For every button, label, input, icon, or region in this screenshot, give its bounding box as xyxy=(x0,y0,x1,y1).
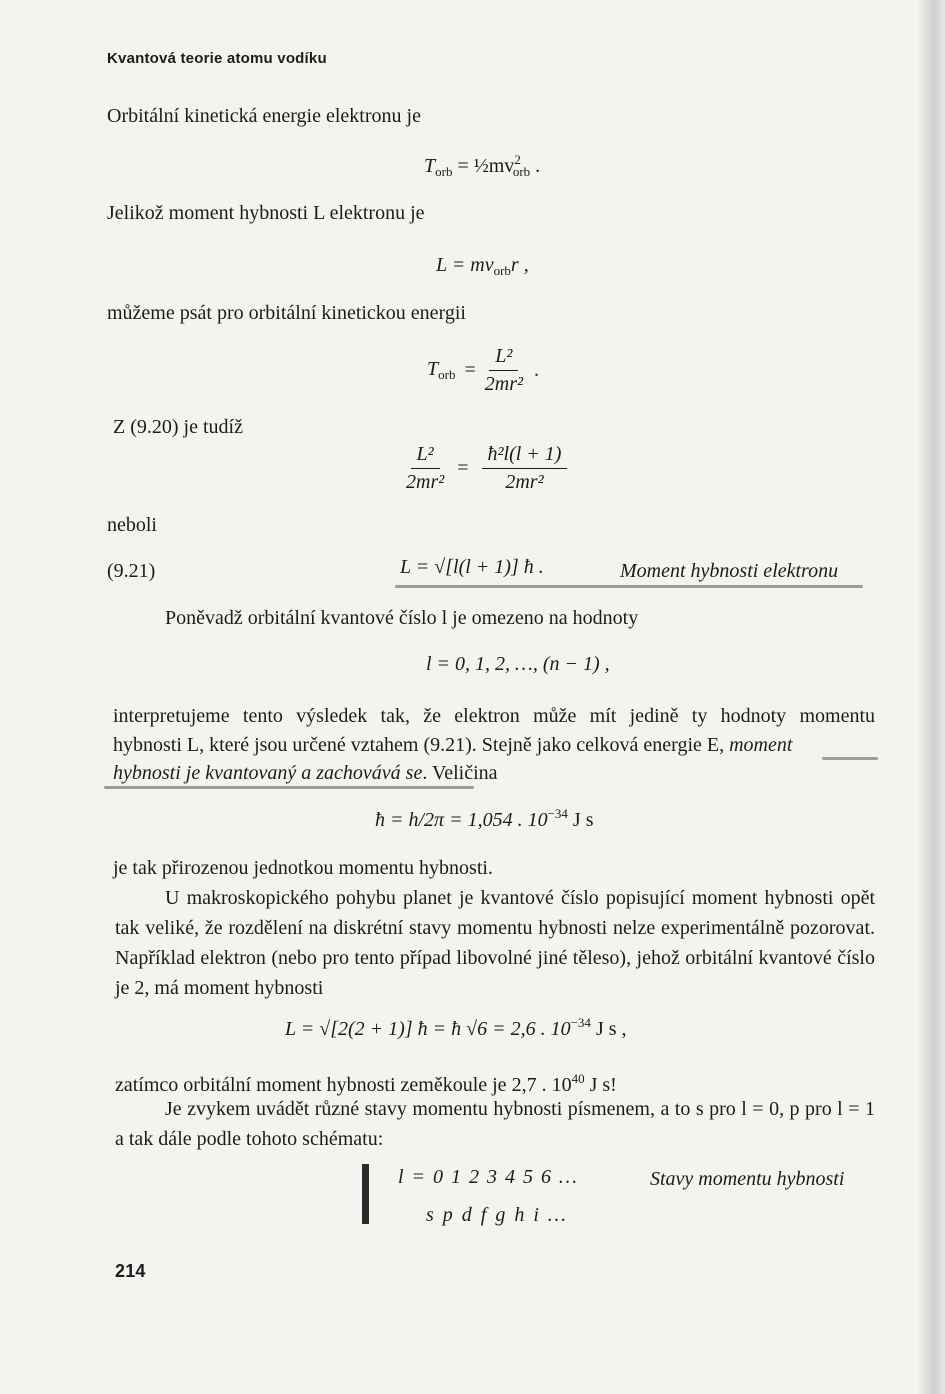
equation-example: L = √[2(2 + 1)] ħ = ħ √6 = 2,6 . $10^{-34}$ J s , xyxy=(285,1015,627,1040)
equation-angular-momentum: $L = mv_{orb}r$ , xyxy=(436,254,529,278)
paragraph-4: Z (9.20) je tudíž xyxy=(113,416,243,438)
equation-kinetic-energy-L: $T_{orb}$ = $\frac{\text{L²}}{\text{2mr²}}$ . xyxy=(427,345,539,395)
scheme-l-values: l = 0 1 2 3 4 5 6 … xyxy=(398,1166,577,1188)
paragraph-9: U makroskopického pohybu planet je kvantové číslo popisující moment hybnosti opět tak veliké, že rozdělení na diskrétní stavy momentu hybnosti nelze experimentálně pozorovat. Například elektron (nebo pro tento případ libovolné jiné těleso), jehož orbitální kvantové číslo je 2, má moment hybnosti xyxy=(115,887,875,999)
equation-number: (9.21) xyxy=(107,560,156,582)
running-header: Kvantová teorie atomu vodíku xyxy=(107,50,327,67)
equation-l-values: l = 0, 1, 2, …, (n − 1) , xyxy=(426,653,610,675)
paragraph-5: neboli xyxy=(107,514,157,536)
paragraph-10: zatímco orbitální moment hybnosti zeměkoule je 2,7 . $10^{40}$ J s! xyxy=(115,1071,617,1096)
highlight-underline xyxy=(395,585,863,588)
page-edge-shadow xyxy=(917,0,945,1394)
highlight-underline xyxy=(822,757,878,760)
scheme-letters: s p d f g h i … xyxy=(426,1204,566,1226)
equation-caption: Moment hybnosti elektronu xyxy=(620,560,839,582)
paragraph-2: Jelikož moment hybnosti L elektronu je xyxy=(107,202,425,224)
equation-hbar: ħ = h/2π = 1,054 . $10^{-34}$ J s xyxy=(375,806,594,831)
paragraph-1: Orbitální kinetická energie elektronu je xyxy=(107,105,421,127)
margin-bar xyxy=(362,1164,369,1224)
paragraph-8: je tak přirozenou jednotkou momentu hybnosti. xyxy=(113,857,493,879)
paragraph-7-line-1: interpretujeme tento výsledek tak, že elektron může mít jedině ty hodnoty momentu xyxy=(113,705,875,727)
scheme-caption: Stavy momentu hybnosti xyxy=(650,1168,845,1190)
equation-quantized-L: L = √[l(l + 1)] ħ . xyxy=(400,556,544,578)
paragraph-3: můžeme psát pro orbitální kinetickou energii xyxy=(107,302,466,324)
equation-kinetic-energy: $T_{orb}$ = $\frac{1}{2}mv^2_{orb}$ . xyxy=(424,152,541,179)
paragraph-6: Poněvadž orbitální kvantové číslo l je omezeno na hodnoty xyxy=(165,607,639,629)
paragraph-11: Je zvykem uvádět různé stavy momentu hybnosti písmenem, a to s pro l = 0, p pro l = 1 a tak dále podle tohoto schématu: xyxy=(115,1098,875,1150)
page-number: 214 xyxy=(115,1261,146,1281)
paragraph-7-line-3: hybnosti je kvantovaný a zachovává se. Veličina xyxy=(113,762,498,784)
highlight-underline xyxy=(104,786,474,789)
paragraph-7-line-2: hybnosti L, které jsou určené vztahem (9.21). Stejně jako celková energie E, moment xyxy=(113,734,793,756)
equation-ratio: $\frac{\text{L²}}{\text{2mr²}}$ = $\frac{\text{ħ²l(l + 1)}}{\text{2mr²}}$ xyxy=(406,443,567,494)
